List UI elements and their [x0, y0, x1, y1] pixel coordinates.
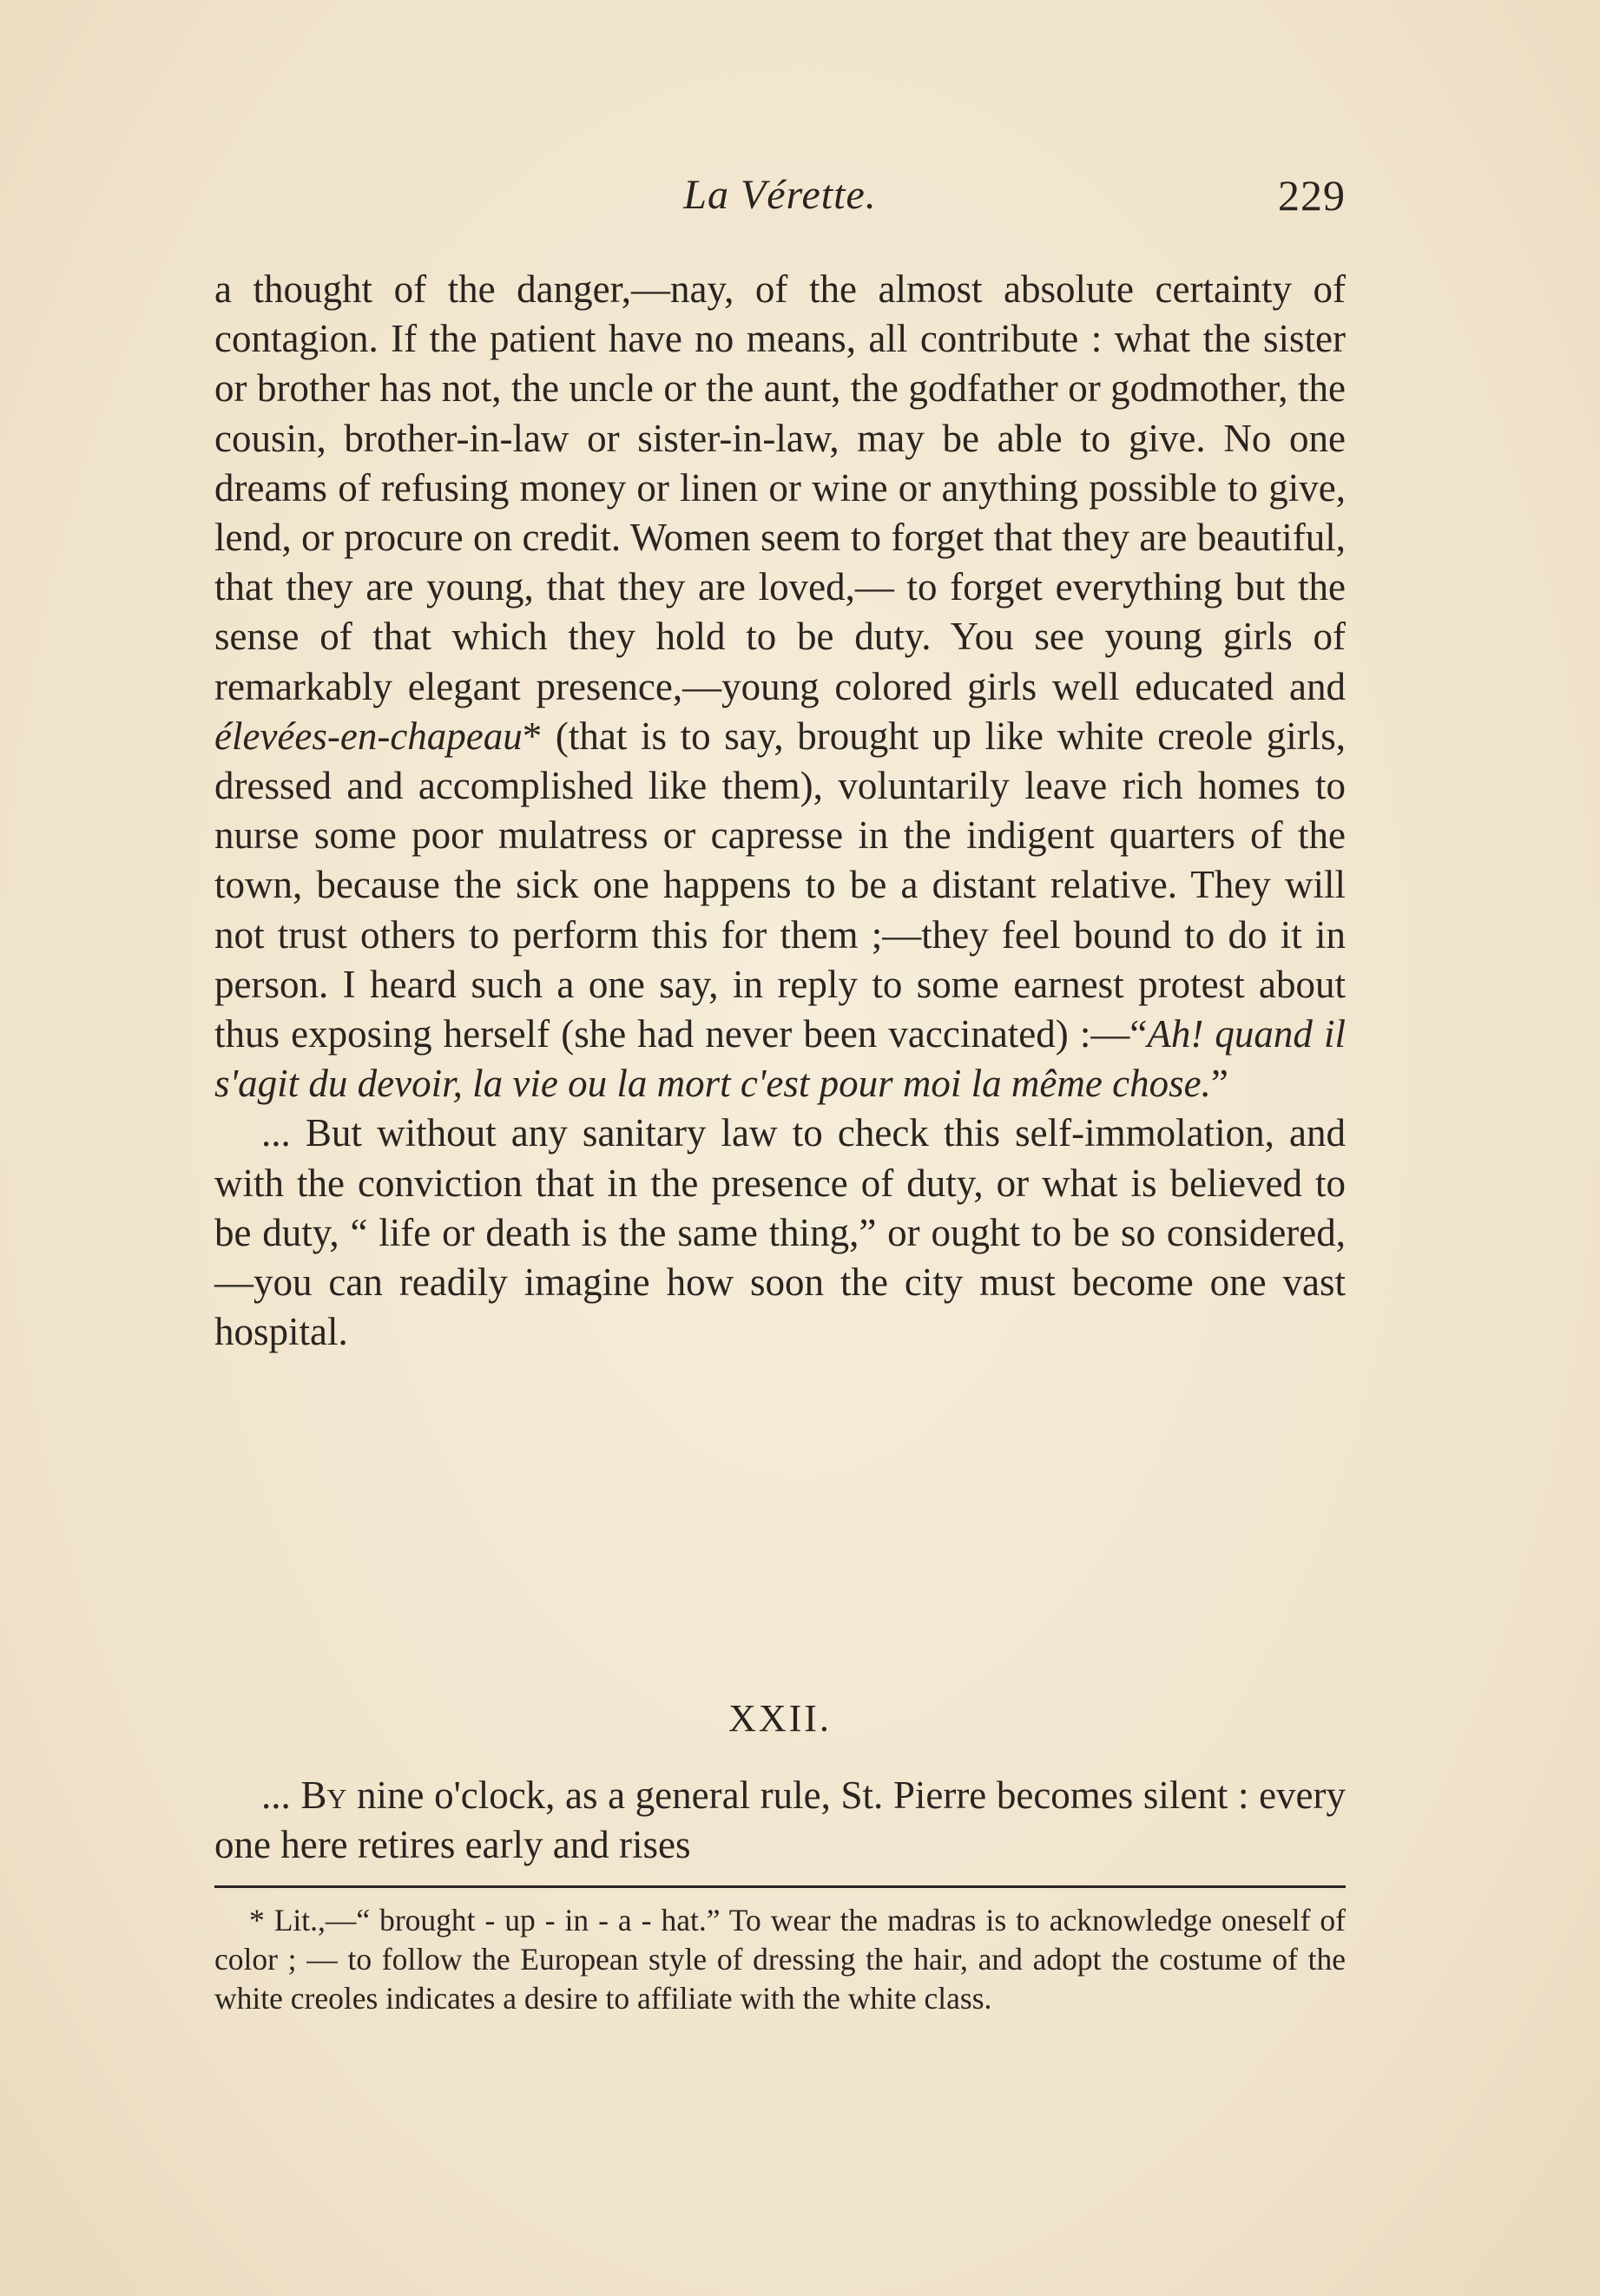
paragraph-1-italic-a: élevées-en-chapeau	[214, 714, 523, 758]
paragraph-2: ... But without any sanitary law to check this self-immolation, and with the conviction that in the presence of duty, or what is believed to be duty, “ life or death is the same thing,” or ought to be so considered,—you can readily imagine how soon the city must become one vast hospital.	[214, 1111, 1346, 1354]
book-page	[214, 0, 1346, 2296]
running-head	[214, 165, 1346, 226]
page-number: 229	[1278, 171, 1346, 220]
paragraph-1-text-b: * (that is to say, brought up like white creole girls, dressed and accomplished like them), voluntarily leave rich homes to nurse some poor mulatress or capresse in the indigent quarters of the town, because the sick one happens to be a distant relative. They will not trust others to perform this for them ;—they feel bound to do it in person. I heard such a one say, in reply to some earnest protest about thus exposing herself (she had never been vaccinated) :—“	[214, 714, 1346, 1056]
section-text: nine o'clock, as a general rule, St. Pierre becomes silent : every one here retires early and rises	[214, 1773, 1346, 1867]
running-title: La Vérette.	[683, 172, 877, 218]
body-text	[214, 265, 1346, 1357]
section-lead: ...	[261, 1773, 301, 1817]
section-smallcaps: By	[300, 1773, 347, 1817]
footnote-rule	[214, 1885, 1346, 1888]
paragraph-1-italic-b: Ah! quand il s'agit du devoir, la vie ou la mort c'est pour moi la même chose.	[214, 1012, 1346, 1106]
paragraph-1	[214, 265, 1346, 1109]
section-heading: XXII.	[728, 1697, 832, 1740]
section-paragraph	[214, 1771, 1346, 1870]
paragraph-1-text-c: ”	[1210, 1062, 1228, 1106]
paragraph-1-text-a: a thought of the danger,—nay, of the almost absolute certainty of contagion. If the patient have no means, all contribute : what the sister or brother has not, the uncle or the aunt, the godfather or godmother, the cousin, brother-in-law or sister-in-law, may be able to give. No one dreams of refusing money or linen or wine or anything possible to give, lend, or procure on credit. Women seem to forget that they are beautiful, that they are young, that they are loved,— to forget everything but the sense of that which they hold to be duty. You see young girls of remarkably elegant presence,—young colored girls well educated and	[214, 267, 1346, 708]
footnote: * Lit.,—“ brought - up - in - a - hat.” To wear the madras is to acknowledge oneself of color ; — to follow the European style of dressing the hair, and adopt the costume of the white creoles indicates a desire to affiliate with the white class.	[214, 1903, 1346, 2016]
